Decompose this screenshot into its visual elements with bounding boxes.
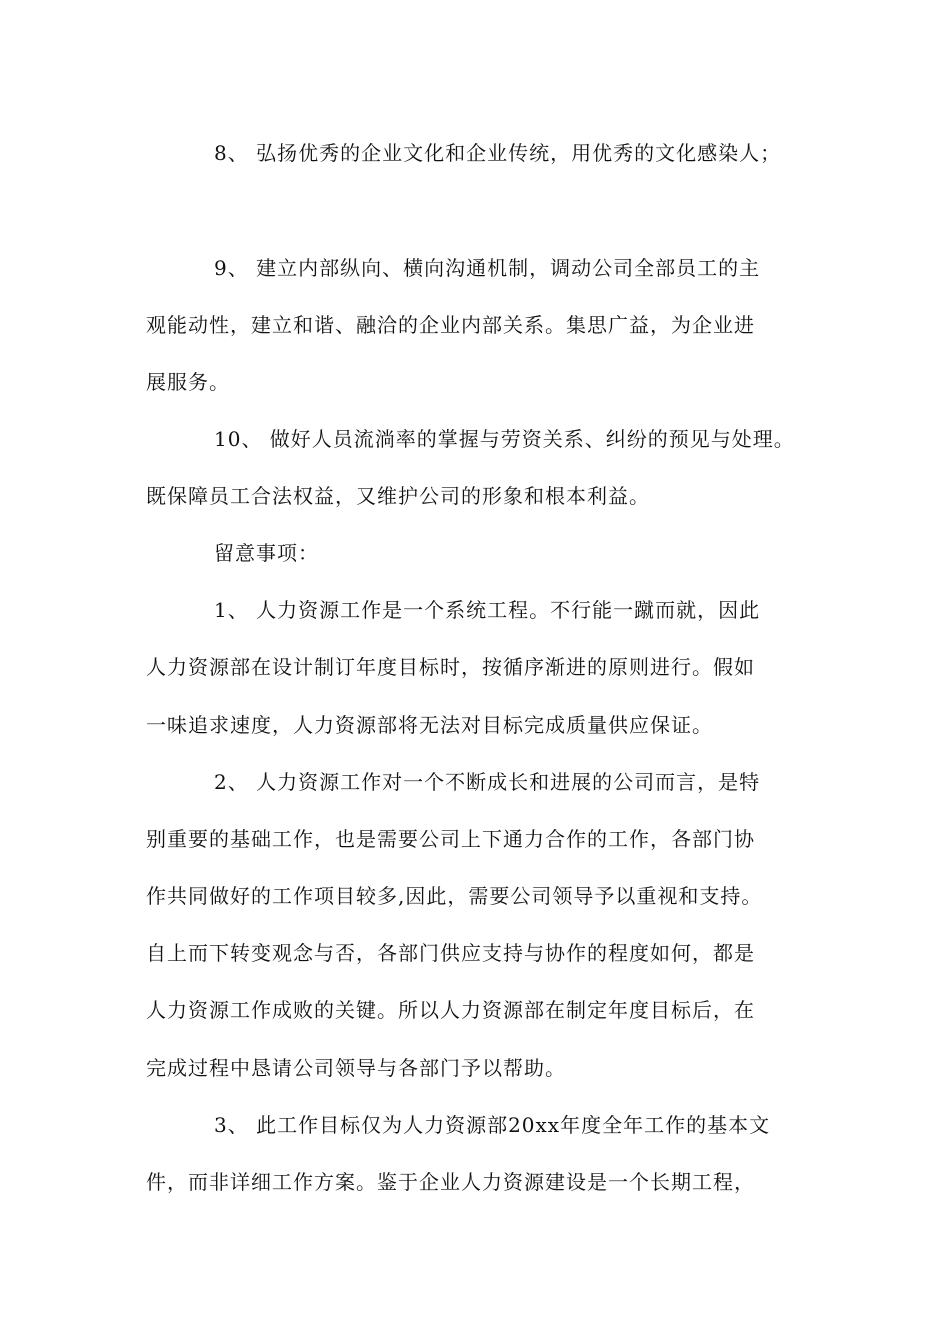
text-line: 8、 弘扬优秀的企业文化和企业传统，用优秀的文化感染人； [214, 141, 782, 165]
text-line: 件，而非详细工作方案。鉴于企业人力资源建设是一个长期工程， [146, 1170, 755, 1194]
text-line: 既保障员工合法权益，又维护公司的形象和根本利益。 [146, 484, 650, 508]
text-line: 一味追求速度，人力资源部将无法对目标完成质量供应保证。 [146, 713, 713, 737]
text-line: 作共同做好的工作项目较多,因此，需要公司领导予以重视和支持。 [146, 884, 763, 908]
text-line: 2、 人力资源工作对一个不断成长和进展的公司而言，是特 [214, 770, 761, 794]
section-heading: 留意事项： [214, 541, 319, 565]
text-line: 10、 做好人员流淌率的掌握与劳资关系、纠纷的预见与处理。 [214, 427, 795, 451]
text-line: 观能动性，建立和谐、融洽的企业内部关系。集思广益，为企业进 [146, 313, 755, 337]
text-line: 9、 建立内部纵向、横向沟通机制，调动公司全部员工的主 [214, 256, 761, 280]
text-line: 人力资源工作成败的关键。所以人力资源部在制定年度目标后，在 [146, 998, 755, 1022]
text-line: 展服务。 [146, 370, 230, 394]
text-line: 人力资源部在设计制订年度目标时，按循序渐进的原则进行。假如 [146, 655, 755, 679]
text-line: 别重要的基础工作，也是需要公司上下通力合作的工作，各部门协 [146, 827, 755, 851]
text-line: 1、 人力资源工作是一个系统工程。不行能一蹴而就，因此 [214, 598, 761, 622]
text-line: 完成过程中恳请公司领导与各部门予以帮助。 [146, 1056, 566, 1080]
text-line: 3、 此工作目标仅为人力资源部20xx年度全年工作的基本文 [214, 1113, 771, 1137]
text-line: 自上而下转变观念与否，各部门供应支持与协作的程度如何，都是 [146, 941, 755, 965]
